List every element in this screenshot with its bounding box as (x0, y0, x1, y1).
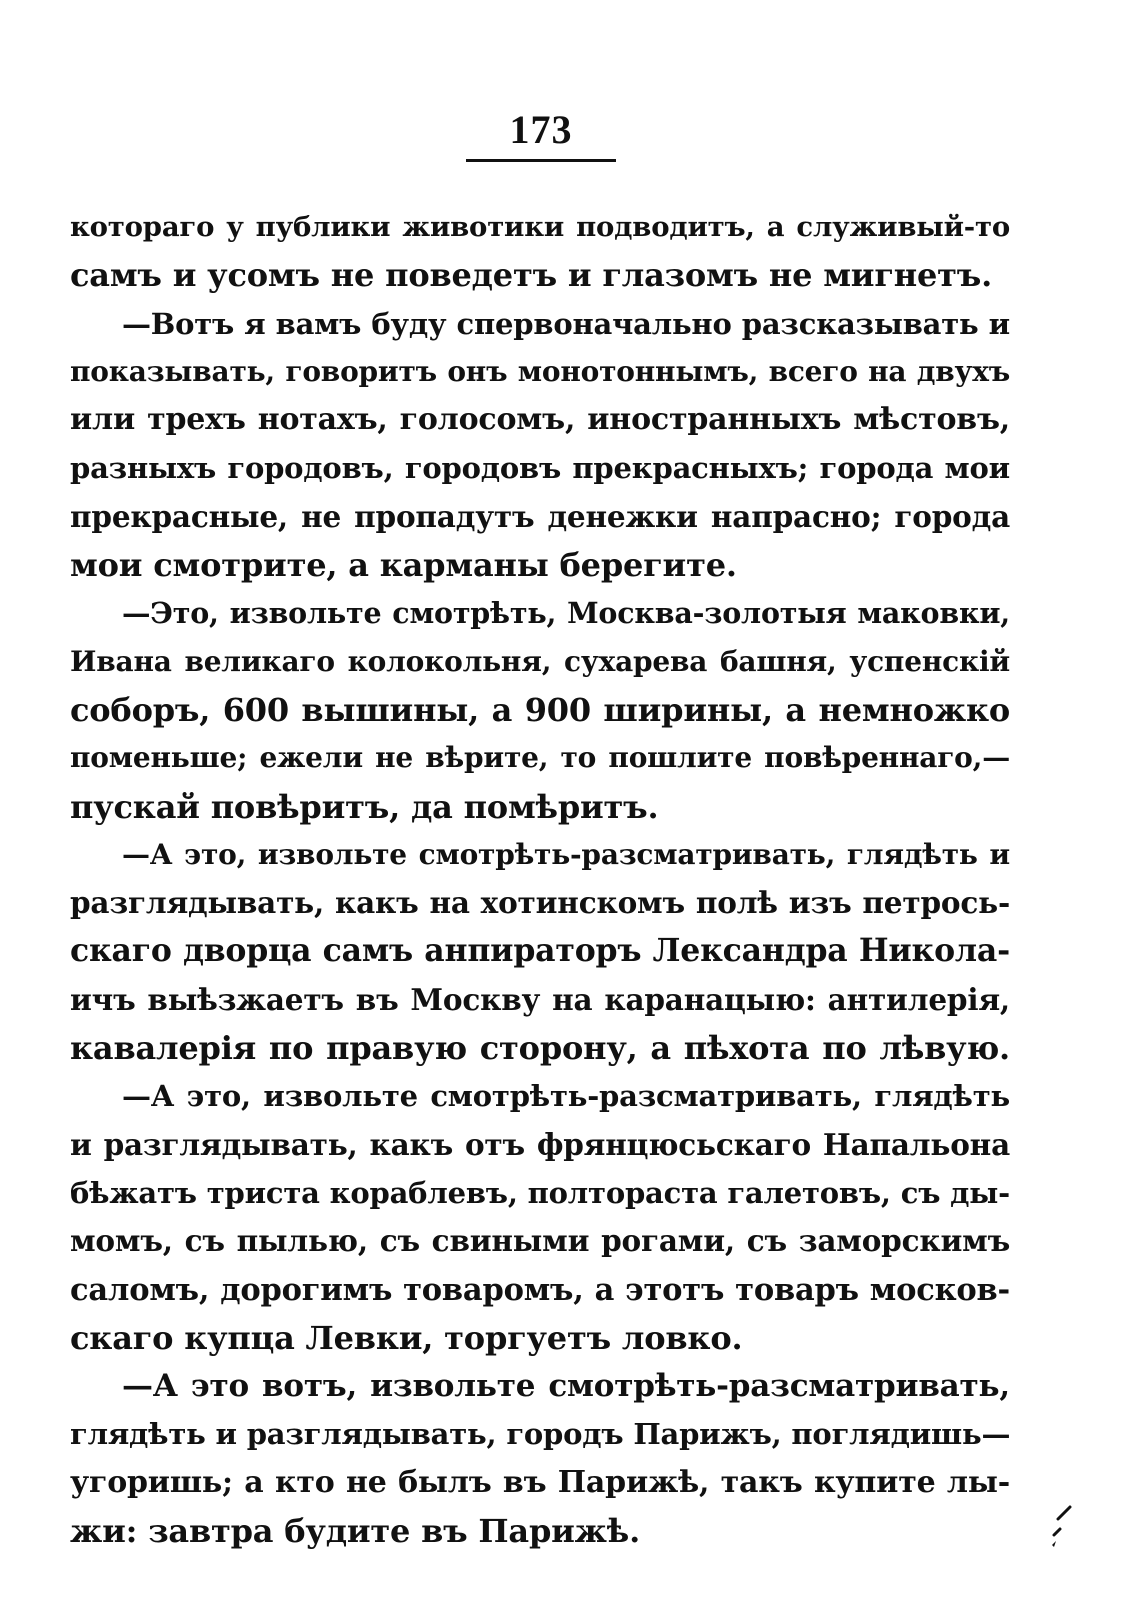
text-line: —А это вотъ, извольте смотрѣть-разсматривать, (122, 1368, 1010, 1405)
text-line: показывать, говоритъ онъ монотоннымъ, всего на двухъ (70, 354, 1010, 388)
text-line: самъ и усомъ не поведетъ и глазомъ не мигнетъ. (70, 256, 993, 295)
text-line: —Вотъ я вамъ буду спервоначально разсказывать и (122, 306, 1010, 341)
text-line: —Это, извольте смотрѣть, Москва-золотыя маковки, (122, 596, 1010, 631)
text-line: прекрасные, не пропадутъ денежки напрасно; города (70, 498, 1010, 534)
text-line: котораго у публики животики подводитъ, а служивый-то (70, 211, 1010, 243)
text-line: скаго купца Левки, торгуетъ ловко. (70, 1318, 743, 1357)
text-line: скаго дворца самъ анпираторъ Лександра Никола- (70, 932, 1010, 970)
text-line: Ивана великаго колокольня, сухарева башня, успенскій (70, 644, 1010, 678)
page-number-rule (466, 159, 616, 162)
text-line: мои смотрите, а карманы берегите. (70, 546, 737, 585)
body-text (70, 203, 1010, 1555)
text-line: —А это, извольте смотрѣть-разсматривать, глядѣть (122, 1079, 1010, 1114)
text-line: момъ, съ пылью, съ свиными рогами, съ заморскимъ (70, 1223, 1010, 1259)
text-line: пускай повѣритъ, да помѣритъ. (70, 787, 659, 826)
text-line: кавалерія по правую сторону, а пѣхота по лѣвую. (70, 1029, 1010, 1068)
printer-mark-icon (1050, 1505, 1072, 1549)
text-line: бѣжатъ триста кораблевъ, полтораста галетовъ, съ ды- (70, 1175, 1010, 1210)
text-line: соборъ, 600 вышины, а 900 ширины, а немножко (70, 690, 1010, 729)
text-line: ичъ выѣзжаетъ въ Москву на каранацыю: антилерія, (70, 981, 1010, 1017)
text-line: разглядывать, какъ на хотинскомъ полѣ изъ петрось- (70, 885, 1010, 921)
text-line: глядѣть и разглядывать, городъ Парижъ, поглядишь— (70, 1417, 1010, 1452)
text-line: —А это, извольте смотрѣть-разсматривать, глядѣть и (122, 837, 1010, 871)
text-line: жи: завтра будите въ Парижѣ. (70, 1512, 641, 1551)
text-line: разныхъ городовъ, городовъ прекрасныхъ; города мои (70, 451, 1010, 486)
text-line: саломъ, дорогимъ товаромъ, а этотъ товаръ москов- (70, 1271, 1010, 1308)
text-line: поменьше; ежели не вѣрите, то пошлите повѣреннаго,— (70, 741, 1010, 775)
page-number: 173 (509, 107, 573, 152)
text-line: угоришь; а кто не былъ въ Парижѣ, такъ купите лы- (70, 1464, 1010, 1500)
text-line: или трехъ нотахъ, голосомъ, иностранныхъ мѣстовъ, (70, 402, 1010, 438)
text-line: и разглядывать, какъ отъ фрянцюсьскаго Напальона (70, 1126, 1010, 1162)
